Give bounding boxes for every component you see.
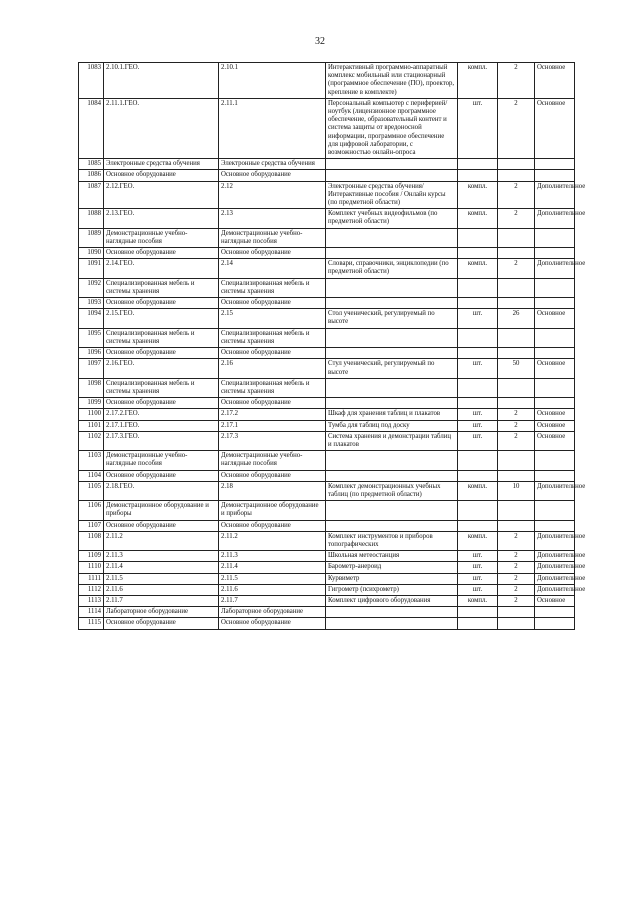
- quantity: [498, 501, 535, 520]
- item-code: Электронные средства обучения: [104, 159, 219, 170]
- item-name: Персональный компьютер с периферией/ноутбук (лицензионное программное обеспечение, образовательный контент и система защиты от вредоносной информации, программное обеспечение для цифровой лаборатории, с возможностью онлайн-опроса: [326, 98, 458, 158]
- row-number: 1092: [79, 278, 104, 297]
- item-name: Стол ученический, регулируемый по высоте: [326, 309, 458, 328]
- table-row: [79, 359, 575, 378]
- item-name: Школьная метеостанция: [326, 551, 458, 562]
- equipment-type: Дополнительное: [535, 181, 575, 209]
- row-number: 1099: [79, 398, 104, 409]
- item-name: [326, 298, 458, 309]
- equipment-type: Основное: [535, 409, 575, 420]
- table-row: [79, 209, 575, 228]
- unit-of-measure: [458, 170, 498, 181]
- item-name: [326, 170, 458, 181]
- table-row: [79, 551, 575, 562]
- item-code: Основное оборудование: [104, 348, 219, 359]
- table-row: [79, 248, 575, 259]
- row-number: 1098: [79, 378, 104, 397]
- section-code: Специализированная мебель и системы хранения: [219, 278, 326, 297]
- item-name: [326, 228, 458, 247]
- table-row: [79, 98, 575, 158]
- equipment-type: Основное: [535, 309, 575, 328]
- item-name: Электронные средства обучения/Интерактивные пособия / Онлайн курсы (по предметной области): [326, 181, 458, 209]
- row-number: 1095: [79, 328, 104, 347]
- section-code: Основное оборудование: [219, 398, 326, 409]
- section-code: 2.11.5: [219, 573, 326, 584]
- item-name: [326, 451, 458, 470]
- item-code: 2.13.ГЕО.: [104, 209, 219, 228]
- table-row: [79, 431, 575, 450]
- row-number: 1087: [79, 181, 104, 209]
- equipment-type: [535, 298, 575, 309]
- section-code: 2.11.1: [219, 98, 326, 158]
- equipment-type: [535, 159, 575, 170]
- item-code: 2.17.1.ГЕО.: [104, 420, 219, 431]
- section-code: 2.11.7: [219, 595, 326, 606]
- quantity: [498, 278, 535, 297]
- item-code: 2.12.ГЕО.: [104, 181, 219, 209]
- row-number: 1093: [79, 298, 104, 309]
- equipment-type: [535, 470, 575, 481]
- quantity: 2: [498, 98, 535, 158]
- item-name: Комплект цифрового оборудования: [326, 595, 458, 606]
- unit-of-measure: [458, 520, 498, 531]
- equipment-type: [535, 348, 575, 359]
- item-name: Курвиметр: [326, 573, 458, 584]
- equipment-type: Основное: [535, 98, 575, 158]
- unit-of-measure: [458, 607, 498, 618]
- quantity: 26: [498, 309, 535, 328]
- equipment-table: [78, 62, 586, 630]
- table-row: [79, 562, 575, 573]
- unit-of-measure: шт.: [458, 409, 498, 420]
- section-code: Специализированная мебель и системы хранения: [219, 378, 326, 397]
- quantity: [498, 348, 535, 359]
- equipment-type: Дополнительное: [535, 551, 575, 562]
- equipment-type: Дополнительное: [535, 209, 575, 228]
- quantity: 10: [498, 481, 535, 500]
- unit-of-measure: компл.: [458, 259, 498, 278]
- item-code: Специализированная мебель и системы хранения: [104, 278, 219, 297]
- equipment-type: [535, 501, 575, 520]
- unit-of-measure: [458, 501, 498, 520]
- table-row: [79, 259, 575, 278]
- row-number: 1103: [79, 451, 104, 470]
- equipment-type: [535, 378, 575, 397]
- equipment-type: Основное: [535, 420, 575, 431]
- item-code: Основное оборудование: [104, 398, 219, 409]
- item-name: [326, 470, 458, 481]
- section-code: 2.11.6: [219, 584, 326, 595]
- item-code: 2.17.3.ГЕО.: [104, 431, 219, 450]
- equipment-type: Дополнительное: [535, 481, 575, 500]
- section-code: Демонстрационное оборудование и приборы: [219, 501, 326, 520]
- section-code: 2.17.2: [219, 409, 326, 420]
- quantity: 2: [498, 209, 535, 228]
- item-code: 2.18.ГЕО.: [104, 481, 219, 500]
- unit-of-measure: [458, 378, 498, 397]
- table-row: [79, 531, 575, 550]
- table-row: [79, 170, 575, 181]
- quantity: [498, 228, 535, 247]
- item-name: [326, 278, 458, 297]
- quantity: 2: [498, 531, 535, 550]
- equipment-type: Дополнительное: [535, 584, 575, 595]
- equipment-type: Основное: [535, 431, 575, 450]
- quantity: [498, 607, 535, 618]
- row-number: 1096: [79, 348, 104, 359]
- item-code: Основное оборудование: [104, 298, 219, 309]
- item-code: Основное оборудование: [104, 170, 219, 181]
- quantity: [498, 451, 535, 470]
- row-number: 1111: [79, 573, 104, 584]
- table-row: [79, 520, 575, 531]
- section-code: Демонстрационные учебно-наглядные пособия: [219, 451, 326, 470]
- table-row: [79, 398, 575, 409]
- item-name: Комплект демонстрационных учебных таблиц (по предметной области): [326, 481, 458, 500]
- section-code: 2.17.3: [219, 431, 326, 450]
- row-number: 1106: [79, 501, 104, 520]
- row-number: 1090: [79, 248, 104, 259]
- item-name: [326, 607, 458, 618]
- section-code: 2.15: [219, 309, 326, 328]
- unit-of-measure: шт.: [458, 98, 498, 158]
- unit-of-measure: шт.: [458, 309, 498, 328]
- table-body: [79, 63, 586, 630]
- unit-of-measure: [458, 328, 498, 347]
- item-code: 2.11.6: [104, 584, 219, 595]
- quantity: 2: [498, 595, 535, 606]
- item-name: Гигрометр (психрометр): [326, 584, 458, 595]
- item-code: 2.11.7: [104, 595, 219, 606]
- section-code: Лабораторное оборудование: [219, 607, 326, 618]
- row-number: 1083: [79, 63, 104, 99]
- row-number: 1109: [79, 551, 104, 562]
- item-code: Специализированная мебель и системы хранения: [104, 328, 219, 347]
- equipment-type: [535, 618, 575, 629]
- table-row: [79, 420, 575, 431]
- item-name: [326, 159, 458, 170]
- section-code: Основное оборудование: [219, 520, 326, 531]
- item-name: Система хранения и демонстрации таблиц и плакатов: [326, 431, 458, 450]
- section-code: Основное оборудование: [219, 248, 326, 259]
- equipment-type: Дополнительное: [535, 531, 575, 550]
- table-row: [79, 228, 575, 247]
- table-row: [79, 501, 575, 520]
- unit-of-measure: компл.: [458, 531, 498, 550]
- item-code: 2.11.2: [104, 531, 219, 550]
- quantity: 2: [498, 562, 535, 573]
- table-row: [79, 348, 575, 359]
- item-name: Интерактивный программно-аппаратный комплекс мобильный или стационарный (программное обеспечение (ПО), проектор, крепление в комплекте): [326, 63, 458, 99]
- section-code: 2.13: [219, 209, 326, 228]
- section-code: Электронные средства обучения: [219, 159, 326, 170]
- item-name: Шкаф для хранения таблиц и плакатов: [326, 409, 458, 420]
- section-code: 2.14: [219, 259, 326, 278]
- section-code: Специализированная мебель и системы хранения: [219, 328, 326, 347]
- quantity: 2: [498, 181, 535, 209]
- item-code: 2.11.5: [104, 573, 219, 584]
- table-row: [79, 607, 575, 618]
- quantity: [498, 248, 535, 259]
- unit-of-measure: шт.: [458, 431, 498, 450]
- section-code: Основное оборудование: [219, 348, 326, 359]
- row-number: 1097: [79, 359, 104, 378]
- unit-of-measure: [458, 348, 498, 359]
- unit-of-measure: шт.: [458, 573, 498, 584]
- row-number: 1108: [79, 531, 104, 550]
- item-name: [326, 248, 458, 259]
- equipment-type: [535, 278, 575, 297]
- row-number: 1105: [79, 481, 104, 500]
- equipment-type: [535, 398, 575, 409]
- section-code: 2.16: [219, 359, 326, 378]
- quantity: 2: [498, 63, 535, 99]
- equipment-type: Основное: [535, 595, 575, 606]
- quantity: [498, 618, 535, 629]
- equipment-type: Основное: [535, 63, 575, 99]
- item-code: Основное оборудование: [104, 248, 219, 259]
- item-name: [326, 328, 458, 347]
- unit-of-measure: [458, 159, 498, 170]
- table-row: [79, 451, 575, 470]
- unit-of-measure: [458, 278, 498, 297]
- row-number: 1085: [79, 159, 104, 170]
- row-number: 1113: [79, 595, 104, 606]
- item-code: Демонстрационные учебно-наглядные пособия: [104, 228, 219, 247]
- table-row: [79, 298, 575, 309]
- item-name: [326, 618, 458, 629]
- table-row: [79, 409, 575, 420]
- row-number: 1107: [79, 520, 104, 531]
- item-name: Словари, справочники, энциклопедии (по предметной области): [326, 259, 458, 278]
- item-code: Специализированная мебель и системы хранения: [104, 378, 219, 397]
- section-code: 2.11.3: [219, 551, 326, 562]
- quantity: 2: [498, 420, 535, 431]
- unit-of-measure: шт.: [458, 584, 498, 595]
- table-row: [79, 470, 575, 481]
- unit-of-measure: [458, 298, 498, 309]
- equipment-type: Дополнительное: [535, 259, 575, 278]
- unit-of-measure: компл.: [458, 181, 498, 209]
- item-code: Основное оборудование: [104, 520, 219, 531]
- quantity: 2: [498, 551, 535, 562]
- item-name: [326, 378, 458, 397]
- equipment-type: [535, 328, 575, 347]
- row-number: 1086: [79, 170, 104, 181]
- section-code: 2.11.4: [219, 562, 326, 573]
- item-code: 2.11.1.ГЕО.: [104, 98, 219, 158]
- row-number: 1115: [79, 618, 104, 629]
- table-row: [79, 618, 575, 629]
- quantity: [498, 378, 535, 397]
- row-number: 1102: [79, 431, 104, 450]
- section-code: 2.10.1: [219, 63, 326, 99]
- item-name: [326, 501, 458, 520]
- quantity: 2: [498, 259, 535, 278]
- unit-of-measure: шт.: [458, 562, 498, 573]
- table-row: [79, 159, 575, 170]
- quantity: [498, 470, 535, 481]
- item-code: Основное оборудование: [104, 470, 219, 481]
- item-name: [326, 520, 458, 531]
- unit-of-measure: шт.: [458, 359, 498, 378]
- quantity: [498, 520, 535, 531]
- item-name: [326, 398, 458, 409]
- quantity: 50: [498, 359, 535, 378]
- item-name: [326, 348, 458, 359]
- quantity: [498, 159, 535, 170]
- table-row: [79, 481, 575, 500]
- unit-of-measure: [458, 470, 498, 481]
- item-code: 2.14.ГЕО.: [104, 259, 219, 278]
- quantity: [498, 398, 535, 409]
- equipment-type: [535, 228, 575, 247]
- unit-of-measure: шт.: [458, 420, 498, 431]
- row-number: 1094: [79, 309, 104, 328]
- section-code: Основное оборудование: [219, 618, 326, 629]
- quantity: 2: [498, 409, 535, 420]
- page-number: 32: [315, 36, 325, 47]
- table-row: [79, 181, 575, 209]
- row-number: 1100: [79, 409, 104, 420]
- row-number: 1104: [79, 470, 104, 481]
- item-code: 2.11.3: [104, 551, 219, 562]
- item-name: Комплект инструментов и приборов топографических: [326, 531, 458, 550]
- equipment-type: [535, 248, 575, 259]
- equipment-type: Основное: [535, 359, 575, 378]
- row-number: 1101: [79, 420, 104, 431]
- equipment-type: [535, 451, 575, 470]
- unit-of-measure: [458, 618, 498, 629]
- unit-of-measure: [458, 451, 498, 470]
- table-row: [79, 63, 575, 99]
- item-code: 2.10.1.ГЕО.: [104, 63, 219, 99]
- row-number: 1112: [79, 584, 104, 595]
- row-number: 1089: [79, 228, 104, 247]
- quantity: 2: [498, 584, 535, 595]
- row-number: 1091: [79, 259, 104, 278]
- row-number: 1088: [79, 209, 104, 228]
- section-code: 2.17.1: [219, 420, 326, 431]
- quantity: [498, 298, 535, 309]
- item-code: 2.11.4: [104, 562, 219, 573]
- unit-of-measure: [458, 398, 498, 409]
- item-code: Демонстрационные учебно-наглядные пособия: [104, 451, 219, 470]
- unit-of-measure: компл.: [458, 63, 498, 99]
- quantity: [498, 170, 535, 181]
- item-name: Комплект учебных видеофильмов (по предметной области): [326, 209, 458, 228]
- table-row: [79, 328, 575, 347]
- table-row: [79, 595, 575, 606]
- table-row: [79, 278, 575, 297]
- row-number: 1114: [79, 607, 104, 618]
- unit-of-measure: [458, 248, 498, 259]
- row-number: 1110: [79, 562, 104, 573]
- section-code: 2.11.2: [219, 531, 326, 550]
- quantity: [498, 328, 535, 347]
- unit-of-measure: компл.: [458, 481, 498, 500]
- item-code: Демонстрационное оборудование и приборы: [104, 501, 219, 520]
- item-name: Барометр-анероид: [326, 562, 458, 573]
- item-code: 2.17.2.ГЕО.: [104, 409, 219, 420]
- equipment-type: [535, 520, 575, 531]
- unit-of-measure: компл.: [458, 595, 498, 606]
- section-code: Основное оборудование: [219, 470, 326, 481]
- table-row: [79, 378, 575, 397]
- unit-of-measure: шт.: [458, 551, 498, 562]
- equipment-type: [535, 607, 575, 618]
- table-row: [79, 573, 575, 584]
- section-code: 2.12: [219, 181, 326, 209]
- equipment-type: Дополнительное: [535, 562, 575, 573]
- section-code: Основное оборудование: [219, 170, 326, 181]
- unit-of-measure: [458, 228, 498, 247]
- item-code: Лабораторное оборудование: [104, 607, 219, 618]
- row-number: 1084: [79, 98, 104, 158]
- equipment-type: Дополнительное: [535, 573, 575, 584]
- table-row: [79, 584, 575, 595]
- quantity: 2: [498, 573, 535, 584]
- item-name: Тумба для таблиц под доску: [326, 420, 458, 431]
- table-row: [79, 309, 575, 328]
- section-code: Основное оборудование: [219, 298, 326, 309]
- item-code: Основное оборудование: [104, 618, 219, 629]
- equipment-type: [535, 170, 575, 181]
- section-code: 2.18: [219, 481, 326, 500]
- item-code: 2.15.ГЕО.: [104, 309, 219, 328]
- unit-of-measure: компл.: [458, 209, 498, 228]
- item-code: 2.16.ГЕО.: [104, 359, 219, 378]
- section-code: Демонстрационные учебно-наглядные пособия: [219, 228, 326, 247]
- quantity: 2: [498, 431, 535, 450]
- item-name: Стул ученический, регулируемый по высоте: [326, 359, 458, 378]
